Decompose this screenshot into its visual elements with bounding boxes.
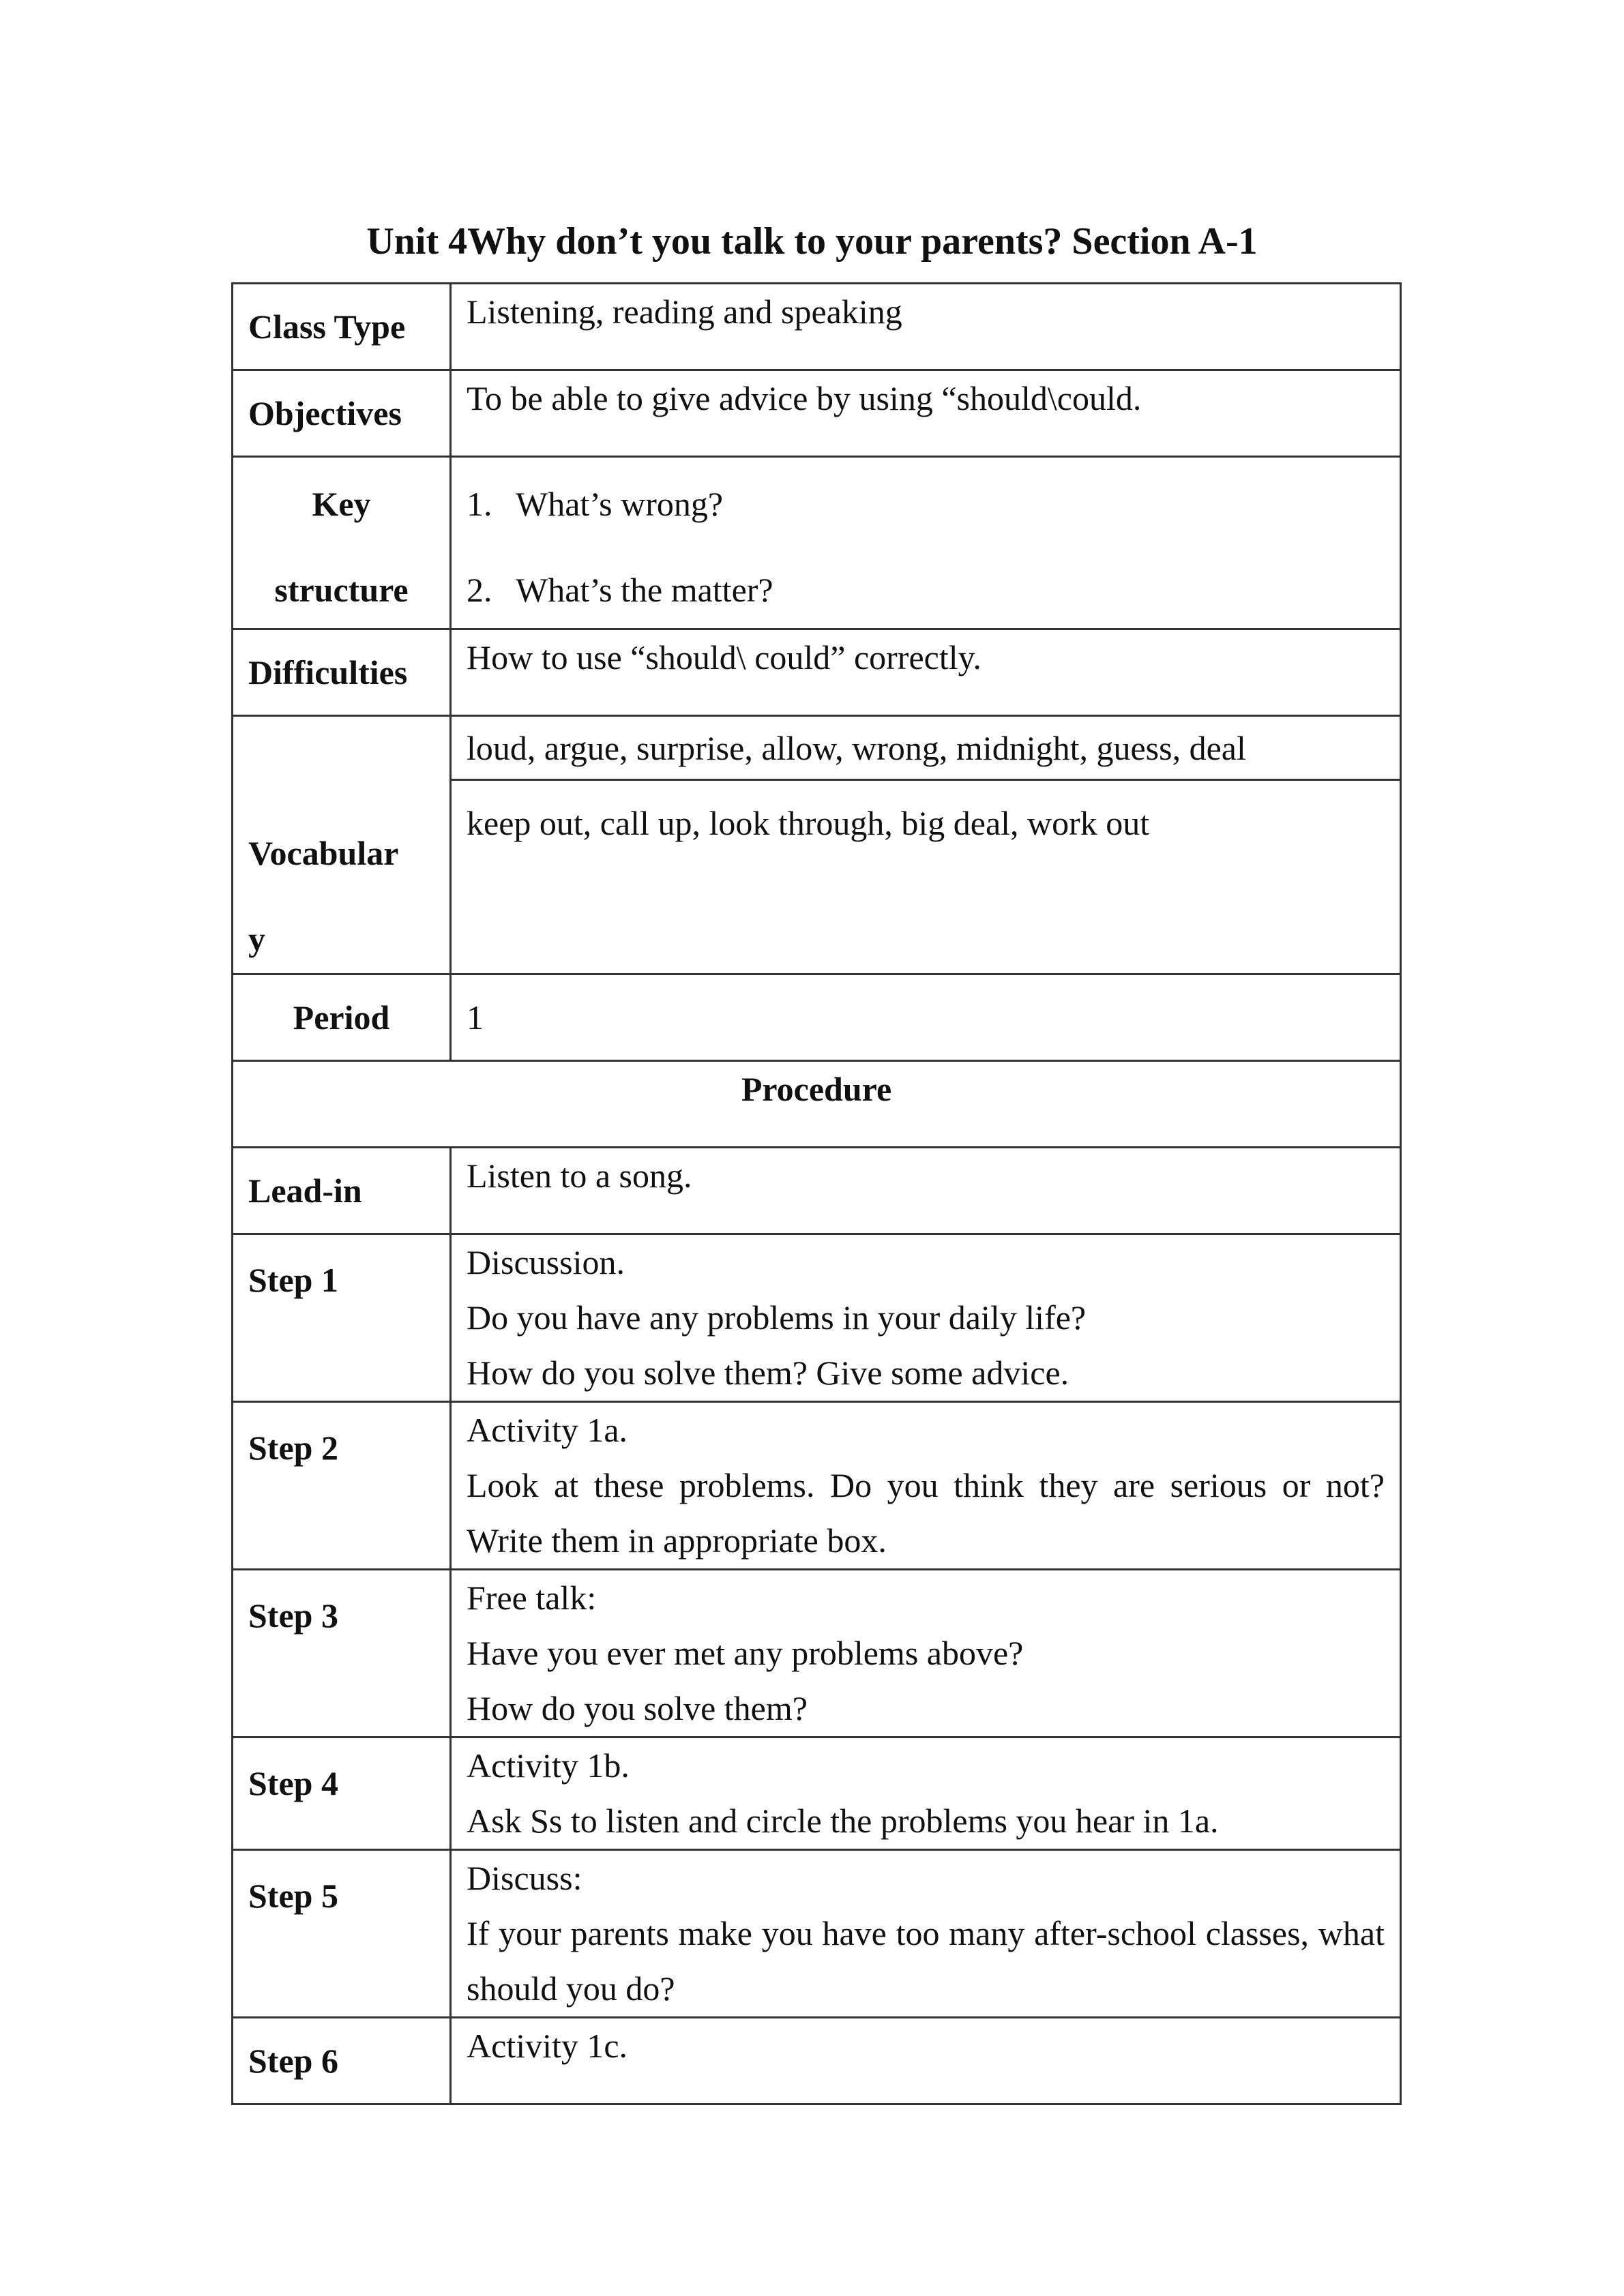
- step-line: Discussion.: [467, 1243, 625, 1281]
- step-content: [451, 1148, 1401, 1234]
- period-value: 1: [451, 974, 1401, 1061]
- step-line: How do you solve them? Give some advice.: [467, 1354, 1069, 1392]
- step-label: Step 1: [233, 1234, 451, 1402]
- difficulties-row: [233, 629, 1401, 716]
- objectives-row: [233, 370, 1401, 457]
- difficulties-label: Difficulties: [233, 629, 451, 716]
- list-text: What’s the matter?: [516, 571, 773, 609]
- key-structure-row: [233, 457, 1401, 629]
- step-line: Free talk:: [467, 1579, 597, 1617]
- vocabulary-value: [451, 716, 1401, 974]
- objectives-label: Objectives: [233, 370, 451, 457]
- step-line: Ask Ss to listen and circle the problems you hear in 1a.: [467, 1802, 1219, 1840]
- step-label: Step 6: [233, 2018, 451, 2104]
- step-line: How do you solve them?: [467, 1689, 808, 1727]
- step-line: Look at these problems. Do you think they are serious or not? Write them in appropriate box.: [467, 1466, 1385, 1560]
- step-row: [233, 1738, 1401, 1850]
- step-row: [233, 1850, 1401, 2018]
- difficulties-value: How to use “should\ could” correctly.: [451, 629, 1401, 716]
- key-structure-label: [233, 457, 451, 629]
- period-label: Period: [233, 974, 451, 1061]
- vocabulary-label: [233, 716, 451, 974]
- key-structure-label-line2: structure: [274, 571, 409, 609]
- period-row: [233, 974, 1401, 1061]
- step-row: [233, 1148, 1401, 1234]
- class-type-row: [233, 284, 1401, 370]
- step-content: [451, 1234, 1401, 1402]
- step-content: [451, 1402, 1401, 1570]
- step-label: Step 2: [233, 1402, 451, 1570]
- step-label: Step 3: [233, 1570, 451, 1738]
- step-label: Step 5: [233, 1850, 451, 2018]
- step-line: Listen to a song.: [467, 1157, 692, 1195]
- list-text: What’s wrong?: [516, 485, 724, 523]
- document-title: Unit 4Why don’t you talk to your parents? Section A-1: [366, 220, 1258, 263]
- step-line: Activity 1a.: [467, 1411, 628, 1449]
- key-structure-label-line1: Key: [312, 485, 371, 523]
- step-line: Activity 1b.: [467, 1746, 630, 1785]
- step-row: [233, 2018, 1401, 2104]
- step-content: [451, 2018, 1401, 2104]
- step-row: [233, 1570, 1401, 1738]
- procedure-heading: Procedure: [233, 1061, 1401, 1148]
- step-line: If your parents make you have too many after-school classes, what should you do?: [467, 1914, 1385, 2008]
- list-number: 1.: [467, 485, 492, 523]
- step-line: Do you have any problems in your daily life?: [467, 1298, 1087, 1337]
- key-structure-item: [467, 563, 1385, 618]
- step-line: Have you ever met any problems above?: [467, 1634, 1024, 1672]
- step-label: Step 4: [233, 1738, 451, 1850]
- procedure-heading-row: [233, 1061, 1401, 1148]
- key-structure-value: [451, 457, 1401, 629]
- step-row: [233, 1402, 1401, 1570]
- objectives-value: To be able to give advice by using “should\could.: [451, 370, 1401, 457]
- vocabulary-label-line2: y: [248, 920, 265, 958]
- class-type-label: Class Type: [233, 284, 451, 370]
- key-structure-item: [467, 477, 1385, 532]
- vocabulary-words: loud, argue, surprise, allow, wrong, midnight, guess, deal: [452, 717, 1400, 781]
- step-label: Lead-in: [233, 1148, 451, 1234]
- vocabulary-row: [233, 716, 1401, 974]
- vocabulary-phrases: keep out, call up, look through, big deal, work out: [467, 804, 1150, 842]
- vocabulary-label-line1: Vocabular: [248, 834, 399, 872]
- step-content: [451, 1738, 1401, 1850]
- class-type-value: Listening, reading and speaking: [451, 284, 1401, 370]
- list-number: 2.: [467, 571, 492, 609]
- step-row: [233, 1234, 1401, 1402]
- step-content: [451, 1570, 1401, 1738]
- step-line: Discuss:: [467, 1859, 582, 1897]
- step-line: Activity 1c.: [467, 2027, 628, 2065]
- step-content: [451, 1850, 1401, 2018]
- lesson-plan-table: [231, 282, 1402, 2105]
